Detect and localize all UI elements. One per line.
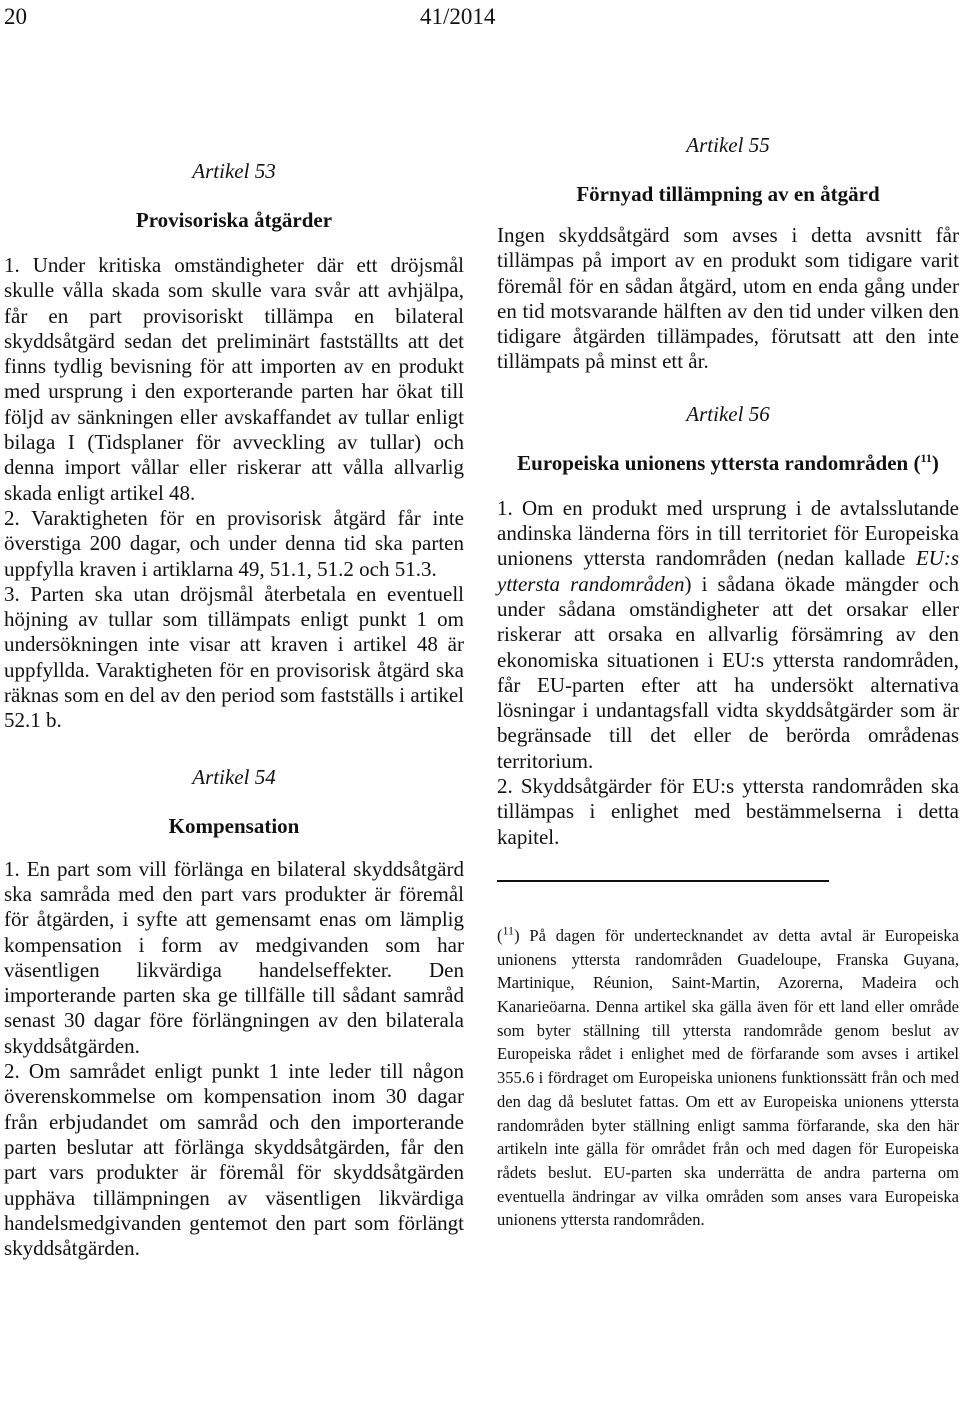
article-55-title: Förnyad tillämpning av en åtgärd	[576, 182, 880, 206]
article-54-paragraph-2: 2. Om samrådet enligt punkt 1 inte leder till någon överenskommelse om kompensation inom 30 dagar från erbjudandet om samråd och den importerande parten beslutar att förlänga skyddsåtgärden, får den part vars produkter är föremål för skyddsåtgärden upphäva tillämpningen av väsentligen likvärdiga handelsmedgivanden gentemot den part som förlängt skyddsåtgärden.	[4, 1059, 464, 1261]
article-56-title-text: Europeiska unionens yttersta randområden	[517, 450, 909, 475]
article-53-paragraph-1: 1. Under kritiska omständigheter där ett dröjsmål skulle vålla skada som skulle vara svår att avhjälpa, får en part provisoriskt tillämpa en bilateral skyddsåtgärd sedan det preliminärt fastställts att det finns tydlig bevisning för att importen av en produkt med ursprung i den exporterande parten har ökat till följd av sänkningen eller avskaffandet av tullar enligt bilaga I (Tidsplaner för avveckling av tullar) och denna import vållar eller riskerar att vålla allvarlig skada enligt artikel 48.	[4, 253, 464, 505]
right-column	[497, 132, 959, 1232]
footnote-ref-marker[interactable]: 11	[920, 450, 932, 465]
article-55-paragraph-1: Ingen skyddsåtgärd som avses i detta avsnitt får tillämpas på import av en produkt som tidigare varit föremål för en sådan åtgärd, utom en enda gång under en tid motsvarande hälften av den tid under vilken den tidigare åtgärden tillämpades, förutsatt att den inte tillämpats på minst ett år.	[497, 223, 959, 374]
article-56-p1-end: ) i sådana ökade mängder och under sådana omständigheter att det orsakar eller riskerar att orsaka en allvarlig försämring av den ekonomiska situationen i EU:s yttersta randområden, får EU-parten efter att ha undersökt alternativa lösningar i undantagsfall vidta skyddsåtgärder som är begränsade till det eller de berörda områdenas territorium.	[497, 571, 959, 773]
article-53-title: Provisoriska åtgärder	[135, 208, 333, 232]
issue-number: 41/2014	[420, 4, 496, 29]
article-54-number: Artikel 54	[192, 764, 276, 789]
article-55-number: Artikel 55	[686, 133, 770, 157]
article-56-paragraph-1	[497, 496, 959, 774]
article-56-defined-term: EU:s yttersta randområden	[497, 546, 959, 596]
page-number: 20	[4, 4, 27, 29]
footnote-number: 11	[502, 923, 515, 938]
article-56-p1-start: 1. Om en produkt med ursprung i de avtalsslutande andinska länderna förs in till territoriet för Europeiska unionens yttersta randområden (nedan kallade	[497, 495, 959, 571]
left-column	[4, 132, 464, 1261]
article-56-number: Artikel 56	[686, 401, 770, 426]
article-54-paragraph-1: 1. En part som vill förlänga en bilateral skyddsåtgärd ska samråda med den part vars produkter är föremål för åtgärden, i syfte att gemensamt enas om lämplig kompensation i form av medgivanden som har väsentligen likvärdiga handelseffekter. Den importerande parten ska ge tillfälle till sådant samråd senast 30 dagar före förlängningen av den bilaterala skyddsåtgärden.	[4, 856, 464, 1058]
footnote-text: På dagen för undertecknandet av detta avtal är Europeiska unionens yttersta randområden Guadeloupe, Franska Guyana, Martinique, Réunion, Saint-Martin, Azorerna, Madeira och Kanarieöarna. Denna artikel ska gälla även för ett land eller område som byter ställning till yttersta randområde genom beslut av Europeiska rådet i enlighet med de förfarande som avses i artikel 355.6 i fördraget om Europeiska unionens funktionssätt från och med den dag då beslutet fattas. Om ett av Europeiska unionens yttersta randområden byter ställning enligt samma förfarande, ska den här artikeln inte gälla för området från och med dagen för Europeiska rådets beslut. EU-parten ska underrätta de andra parterna om eventuella ändringar av vilka områden som anses vara Europeiska unionens yttersta randområden.	[497, 925, 960, 1230]
article-53-paragraph-3: 3. Parten ska utan dröjsmål återbetala en eventuell höjning av tullar som tillämpats enligt punkt 1 om undersökningen inte visar att kraven i artikel 48 är uppfyllda. Varaktigheten för en provisorisk åtgärd ska räknas som en del av den period som fastställs i artikel 52.1 b.	[4, 581, 464, 733]
footnote-11: ($^{11}$) På dagen för undertecknandet av detta avtal är Europeiska unionens yttersta randområden Guadeloupe, Franska Guyana, Martinique, Réunion, Saint-Martin, Azorerna, Madeira och Kanarieöarna. Denna artikel ska gälla även för ett land eller område som byter ställning till yttersta randområde genom beslut av Europeiska rådet i enlighet med de förfarande som avses i artikel 355.6 i fördraget om Europeiska unionens funktionssätt från och med den dag då beslutet fattas. Om ett av Europeiska unionens yttersta randområden byter ställning enligt samma förfarande, ska den här artikeln inte gälla för området från och med dagen för Europeiska rådets beslut. EU-parten ska underrätta de andra parterna om eventuella ändringar av vilka områden som anses vara Europeiska unionens yttersta randområden.	[497, 923, 960, 1230]
article-54-title: Kompensation	[168, 813, 300, 838]
article-53-paragraph-2: 2. Varaktigheten för en provisorisk åtgärd får inte överstiga 200 dagar, och under denna tid ska parten uppfylla kraven i artiklarna 49, 51.1, 51.2 och 51.3.	[4, 505, 464, 581]
article-53-number: Artikel 53	[192, 159, 276, 183]
article-56-paragraph-2: 2. Skyddsåtgärder för EU:s yttersta randområden ska tillämpas i enlighet med bestämmelserna i detta kapitel.	[497, 774, 959, 849]
article-56-title: Europeiska unionens yttersta randområden ($^{11}$)	[517, 450, 939, 475]
